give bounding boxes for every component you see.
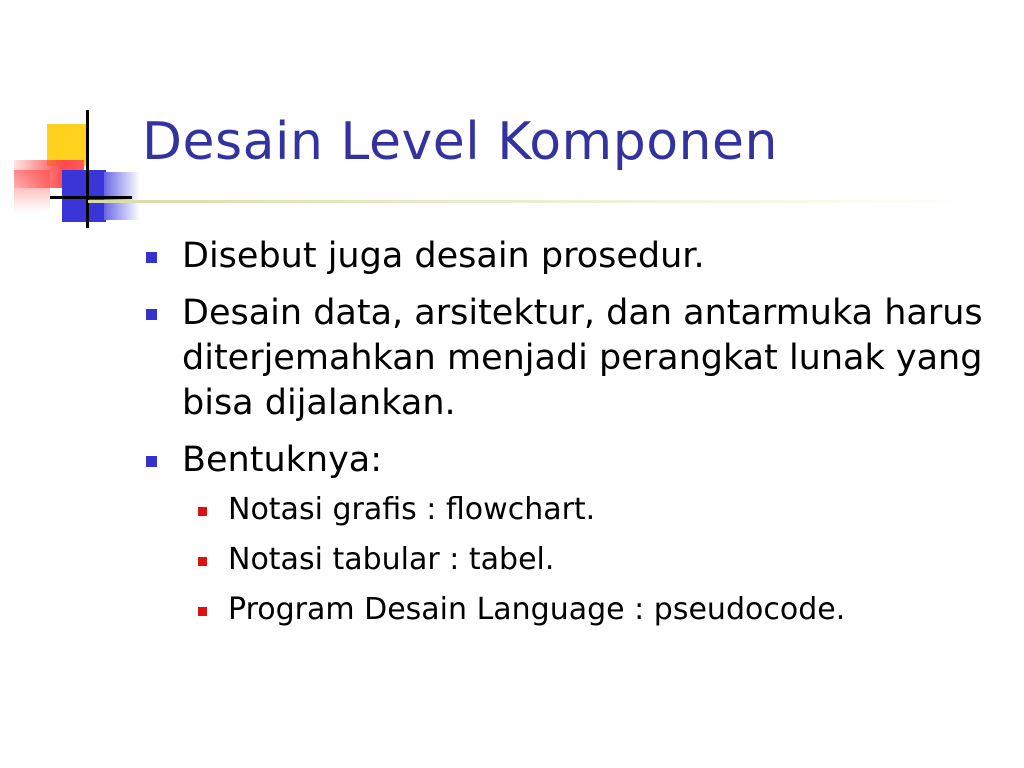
bullet-item: [142, 234, 1002, 279]
square-bullet-icon: [198, 607, 207, 616]
square-bullet-icon: [146, 252, 157, 263]
bullet-text: Desain data, arsitektur, dan antarmuka harus diterjemahkan menjadi perangkat lunak yang bisa dijalankan.: [182, 293, 983, 423]
square-bullet-icon: [198, 557, 207, 566]
sub-bullet-text: Notasi tabular : tabel.: [228, 542, 555, 577]
slide-decoration-logo: [0, 0, 140, 240]
sub-bullet-item: [142, 491, 1002, 529]
square-bullet-icon: [146, 456, 157, 467]
deco-horizontal-line: [50, 196, 132, 199]
sub-bullet-text: Program Desain Language : pseudocode.: [228, 592, 846, 627]
sub-bullet-item: [142, 541, 1002, 579]
title-underline: [88, 200, 988, 203]
sub-bullet-list: [142, 491, 1002, 629]
square-bullet-icon: [198, 507, 207, 516]
bullet-item: [142, 291, 1002, 426]
sub-bullet-item: [142, 591, 1002, 629]
bullet-text: Disebut juga desain prosedur.: [182, 236, 705, 276]
bullet-item: [142, 438, 1002, 483]
slide-body: [142, 234, 1002, 641]
sub-bullet-text: Notasi grafis : flowchart.: [228, 492, 596, 527]
square-bullet-icon: [146, 309, 157, 320]
slide-title: Desain Level Komponen: [142, 112, 778, 172]
deco-vertical-line: [86, 110, 89, 228]
bullet-text: Bentuknya:: [182, 440, 383, 480]
